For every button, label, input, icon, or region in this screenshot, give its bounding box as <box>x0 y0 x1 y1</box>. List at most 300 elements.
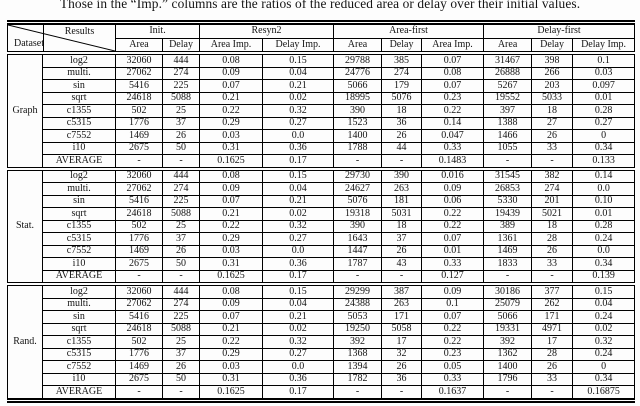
value-cell: 1523 <box>334 117 382 130</box>
benchmark-name: i10 <box>43 373 116 386</box>
value-cell: 5053 <box>334 311 382 324</box>
value-cell: 0.22 <box>422 323 484 336</box>
value-cell: 0.09 <box>200 67 263 80</box>
col-header-resyn2-area-imp: Area Imp. <box>200 38 263 53</box>
value-cell: 0.34 <box>573 258 635 271</box>
value-cell: 5021 <box>532 208 573 221</box>
value-cell: 0.03 <box>200 361 263 374</box>
value-cell: 25 <box>163 105 200 118</box>
value-cell: 0.22 <box>200 220 263 233</box>
table-caption: Those in the “Imp.” columns are the ratios of the reduced area or delay over their initial values. <box>59 0 581 11</box>
value-cell: 0 <box>573 130 635 143</box>
value-cell: 274 <box>532 183 573 196</box>
value-cell: 0.139 <box>573 270 635 284</box>
table-row <box>8 142 635 155</box>
value-cell: 0.02 <box>263 208 334 221</box>
value-cell: 24776 <box>334 67 382 80</box>
value-cell: 0.07 <box>422 80 484 93</box>
value-cell: - <box>382 386 422 401</box>
table-row <box>8 67 635 80</box>
value-cell: 25079 <box>484 298 532 311</box>
value-cell: 24618 <box>116 323 163 336</box>
value-cell: 262 <box>532 298 573 311</box>
value-cell: 19331 <box>484 323 532 336</box>
value-cell: 44 <box>382 142 422 155</box>
table-row <box>8 208 635 221</box>
value-cell: - <box>382 270 422 284</box>
value-cell: 4971 <box>532 323 573 336</box>
col-header-delayfirst-delay: Delay <box>532 38 573 53</box>
value-cell: - <box>334 155 382 169</box>
section-0 <box>8 53 635 169</box>
value-cell: 0.127 <box>422 270 484 284</box>
value-cell: 0.06 <box>422 195 484 208</box>
value-cell: 1362 <box>484 348 532 361</box>
value-cell: 1776 <box>116 233 163 246</box>
value-cell: 0.17 <box>263 386 334 401</box>
value-cell: 0.02 <box>263 323 334 336</box>
value-cell: 32060 <box>116 53 163 67</box>
value-cell: 1447 <box>334 245 382 258</box>
value-cell: 0.21 <box>200 92 263 105</box>
value-cell: 0.17 <box>263 270 334 284</box>
value-cell: 30186 <box>484 284 532 298</box>
value-cell: 444 <box>163 284 200 298</box>
value-cell: 0.03 <box>200 130 263 143</box>
value-cell: 0.24 <box>573 233 635 246</box>
value-cell: 0.31 <box>200 258 263 271</box>
table-row <box>8 373 635 386</box>
value-cell: 29730 <box>334 169 382 183</box>
value-cell: 5031 <box>382 208 422 221</box>
value-cell: 0.1625 <box>200 386 263 401</box>
value-cell: 19552 <box>484 92 532 105</box>
benchmark-name: AVERAGE <box>43 155 116 169</box>
value-cell: 17 <box>532 336 573 349</box>
value-cell: 2675 <box>116 373 163 386</box>
value-cell: 0.21 <box>263 195 334 208</box>
value-cell: 0.10 <box>573 195 635 208</box>
group-header-area-first: Area-first <box>334 23 484 39</box>
value-cell: 502 <box>116 220 163 233</box>
value-cell: 24627 <box>334 183 382 196</box>
value-cell: 444 <box>163 53 200 67</box>
benchmark-name: c5315 <box>43 348 116 361</box>
value-cell: 18 <box>382 105 422 118</box>
value-cell: 0.07 <box>422 311 484 324</box>
table-row <box>8 258 635 271</box>
value-cell: 0.21 <box>200 323 263 336</box>
value-cell: 27062 <box>116 67 163 80</box>
value-cell: 179 <box>382 80 422 93</box>
benchmark-name: c1355 <box>43 220 116 233</box>
value-cell: 33 <box>532 142 573 155</box>
value-cell: 5088 <box>163 92 200 105</box>
value-cell: 0.08 <box>422 67 484 80</box>
col-header-resyn2-delay-imp: Delay Imp. <box>263 38 334 53</box>
value-cell: 1788 <box>334 142 382 155</box>
value-cell: 50 <box>163 373 200 386</box>
value-cell: 397 <box>484 105 532 118</box>
table-row <box>8 155 635 169</box>
value-cell: 0.32 <box>263 105 334 118</box>
value-cell: 0.07 <box>422 233 484 246</box>
value-cell: 0.04 <box>263 298 334 311</box>
value-cell: 0.27 <box>573 117 635 130</box>
value-cell: 0.33 <box>422 373 484 386</box>
value-cell: 0.16875 <box>573 386 635 401</box>
table-row <box>8 245 635 258</box>
value-cell: 0.09 <box>422 284 484 298</box>
col-header-init-area: Area <box>116 38 163 53</box>
value-cell: 5076 <box>334 195 382 208</box>
table-row <box>8 298 635 311</box>
value-cell: 444 <box>163 169 200 183</box>
value-cell: 36 <box>382 373 422 386</box>
benchmark-name: sin <box>43 195 116 208</box>
value-cell: 18 <box>532 220 573 233</box>
value-cell: 1400 <box>484 361 532 374</box>
value-cell: 27 <box>532 117 573 130</box>
value-cell: 24388 <box>334 298 382 311</box>
table-row <box>8 183 635 196</box>
value-cell: 0.14 <box>573 169 635 183</box>
value-cell: 263 <box>382 183 422 196</box>
value-cell: 0.36 <box>263 142 334 155</box>
value-cell: 0.31 <box>200 142 263 155</box>
value-cell: 24618 <box>116 92 163 105</box>
value-cell: 1394 <box>334 361 382 374</box>
value-cell: 0.08 <box>200 169 263 183</box>
value-cell: 0.21 <box>263 80 334 93</box>
value-cell: - <box>334 270 382 284</box>
dataset-group-label: Graph <box>8 53 43 169</box>
value-cell: 266 <box>532 67 573 80</box>
value-cell: 398 <box>532 53 573 67</box>
value-cell: 0.02 <box>573 323 635 336</box>
value-cell: 1055 <box>484 142 532 155</box>
value-cell: 1469 <box>116 361 163 374</box>
section-2 <box>8 284 635 400</box>
value-cell: 274 <box>163 183 200 196</box>
col-header-areafirst-area: Area <box>334 38 382 53</box>
value-cell: - <box>532 155 573 169</box>
value-cell: 1776 <box>116 348 163 361</box>
benchmark-name: sqrt <box>43 208 116 221</box>
value-cell: 0.15 <box>263 53 334 67</box>
value-cell: 0.1637 <box>422 386 484 401</box>
group-header-init: Init. <box>116 23 200 39</box>
value-cell: 0.08 <box>200 53 263 67</box>
value-cell: 0.047 <box>422 130 484 143</box>
value-cell: 5058 <box>382 323 422 336</box>
section-1 <box>8 169 635 285</box>
group-header-resyn2: Resyn2 <box>200 23 334 39</box>
value-cell: 19439 <box>484 208 532 221</box>
value-cell: 33 <box>532 373 573 386</box>
value-cell: 0.15 <box>573 284 635 298</box>
value-cell: 377 <box>532 284 573 298</box>
value-cell: 0.1 <box>422 298 484 311</box>
value-cell: 27062 <box>116 183 163 196</box>
benchmark-name: c7552 <box>43 130 116 143</box>
table-row <box>8 386 635 401</box>
value-cell: 26888 <box>484 67 532 80</box>
value-cell: 171 <box>532 311 573 324</box>
benchmark-name: sin <box>43 311 116 324</box>
value-cell: 0.29 <box>200 117 263 130</box>
value-cell: 26 <box>163 361 200 374</box>
value-cell: 27062 <box>116 298 163 311</box>
benchmark-name: multi. <box>43 183 116 196</box>
table-row <box>8 361 635 374</box>
col-header-areafirst-area-imp: Area Imp. <box>422 38 484 53</box>
col-header-init-delay: Delay <box>163 38 200 53</box>
value-cell: - <box>382 155 422 169</box>
value-cell: 28 <box>532 233 573 246</box>
benchmark-name: c5315 <box>43 117 116 130</box>
value-cell: - <box>163 270 200 284</box>
value-cell: - <box>116 386 163 401</box>
value-cell: 0.29 <box>200 233 263 246</box>
table-row <box>8 92 635 105</box>
value-cell: 24618 <box>116 208 163 221</box>
value-cell: 1776 <box>116 117 163 130</box>
value-cell: - <box>484 270 532 284</box>
value-cell: 0.32 <box>573 336 635 349</box>
benchmark-name: sin <box>43 80 116 93</box>
value-cell: 274 <box>382 67 422 80</box>
value-cell: 382 <box>532 169 573 183</box>
value-cell: 5088 <box>163 208 200 221</box>
value-cell: 5088 <box>163 323 200 336</box>
value-cell: 502 <box>116 105 163 118</box>
value-cell: 1400 <box>334 130 382 143</box>
value-cell: 26 <box>163 130 200 143</box>
value-cell: 0.22 <box>200 105 263 118</box>
value-cell: 2675 <box>116 258 163 271</box>
value-cell: 0.07 <box>422 53 484 67</box>
value-cell: 390 <box>382 169 422 183</box>
benchmark-name: i10 <box>43 142 116 155</box>
benchmark-name: c1355 <box>43 105 116 118</box>
value-cell: 201 <box>532 195 573 208</box>
value-cell: 0.27 <box>263 348 334 361</box>
value-cell: - <box>163 155 200 169</box>
value-cell: 1469 <box>484 245 532 258</box>
value-cell: 5267 <box>484 80 532 93</box>
value-cell: - <box>532 270 573 284</box>
dataset-group-label: Stat. <box>8 169 43 285</box>
value-cell: 203 <box>532 80 573 93</box>
value-cell: 0.0 <box>573 245 635 258</box>
value-cell: 36 <box>382 117 422 130</box>
value-cell: 5066 <box>334 80 382 93</box>
value-cell: 0.09 <box>200 183 263 196</box>
value-cell: 0.29 <box>200 348 263 361</box>
value-cell: 32060 <box>116 169 163 183</box>
value-cell: 0.05 <box>422 361 484 374</box>
table-row <box>8 270 635 284</box>
table-row <box>8 80 635 93</box>
value-cell: 1368 <box>334 348 382 361</box>
value-cell: 0.09 <box>422 183 484 196</box>
value-cell: 32060 <box>116 284 163 298</box>
value-cell: 274 <box>163 298 200 311</box>
value-cell: 0.33 <box>422 258 484 271</box>
table-row <box>8 311 635 324</box>
value-cell: 31467 <box>484 53 532 67</box>
value-cell: 0.1483 <box>422 155 484 169</box>
value-cell: 37 <box>382 233 422 246</box>
value-cell: 0.04 <box>263 67 334 80</box>
value-cell: 0.07 <box>200 80 263 93</box>
value-cell: 0.22 <box>200 336 263 349</box>
value-cell: 0.03 <box>200 245 263 258</box>
table-row <box>8 117 635 130</box>
col-header-delayfirst-area: Area <box>484 38 532 53</box>
value-cell: 502 <box>116 336 163 349</box>
value-cell: 0.097 <box>573 80 635 93</box>
value-cell: 0.01 <box>422 245 484 258</box>
table-row <box>8 195 635 208</box>
col-header-delayfirst-delay-imp: Delay Imp. <box>573 38 635 53</box>
value-cell: 0.17 <box>263 155 334 169</box>
col-header-areafirst-delay: Delay <box>382 38 422 53</box>
value-cell: 0.0 <box>573 183 635 196</box>
value-cell: 1787 <box>334 258 382 271</box>
benchmark-name: c7552 <box>43 361 116 374</box>
value-cell: 0.23 <box>422 92 484 105</box>
value-cell: - <box>532 386 573 401</box>
value-cell: 1833 <box>484 258 532 271</box>
value-cell: 0.0 <box>263 130 334 143</box>
value-cell: 392 <box>484 336 532 349</box>
value-cell: 0.14 <box>422 117 484 130</box>
value-cell: 5330 <box>484 195 532 208</box>
table-row <box>8 53 635 67</box>
value-cell: 0 <box>573 361 635 374</box>
value-cell: 274 <box>163 67 200 80</box>
value-cell: 0.07 <box>200 195 263 208</box>
table-row <box>8 169 635 183</box>
benchmark-name: sqrt <box>43 92 116 105</box>
value-cell: 0.22 <box>422 105 484 118</box>
value-cell: 37 <box>163 348 200 361</box>
value-cell: 0.27 <box>263 233 334 246</box>
value-cell: 26853 <box>484 183 532 196</box>
table-row <box>8 336 635 349</box>
value-cell: 0.0 <box>263 361 334 374</box>
value-cell: 0.32 <box>263 336 334 349</box>
value-cell: 0.27 <box>263 117 334 130</box>
value-cell: 263 <box>382 298 422 311</box>
value-cell: 5416 <box>116 80 163 93</box>
value-cell: 2675 <box>116 142 163 155</box>
value-cell: 0.24 <box>573 311 635 324</box>
value-cell: 0.22 <box>422 220 484 233</box>
value-cell: 17 <box>382 336 422 349</box>
benchmark-name: AVERAGE <box>43 270 116 284</box>
value-cell: 0.1625 <box>200 155 263 169</box>
value-cell: 0.15 <box>263 284 334 298</box>
value-cell: 31545 <box>484 169 532 183</box>
value-cell: 0.28 <box>573 105 635 118</box>
value-cell: 0.03 <box>573 67 635 80</box>
value-cell: 0.1625 <box>200 270 263 284</box>
value-cell: 0.36 <box>263 373 334 386</box>
value-cell: 0.21 <box>263 311 334 324</box>
value-cell: 1796 <box>484 373 532 386</box>
results-table <box>7 20 635 403</box>
value-cell: 225 <box>163 311 200 324</box>
value-cell: 181 <box>382 195 422 208</box>
table-row <box>8 233 635 246</box>
value-cell: 0.31 <box>200 373 263 386</box>
value-cell: 0.0 <box>263 245 334 258</box>
value-cell: 1388 <box>484 117 532 130</box>
value-cell: 1782 <box>334 373 382 386</box>
value-cell: 0.22 <box>422 208 484 221</box>
benchmark-name: AVERAGE <box>43 386 116 401</box>
value-cell: 0.34 <box>573 142 635 155</box>
table-row <box>8 105 635 118</box>
benchmark-name: log2 <box>43 169 116 183</box>
table-row <box>8 323 635 336</box>
value-cell: - <box>484 386 532 401</box>
table-row <box>8 130 635 143</box>
corner-dataset-label: Dataset <box>14 38 44 49</box>
benchmark-name: c5315 <box>43 233 116 246</box>
value-cell: 0.08 <box>200 284 263 298</box>
value-cell: 5066 <box>484 311 532 324</box>
table-row <box>8 284 635 298</box>
benchmark-name: c1355 <box>43 336 116 349</box>
value-cell: 5416 <box>116 195 163 208</box>
value-cell: 0.133 <box>573 155 635 169</box>
value-cell: 19318 <box>334 208 382 221</box>
value-cell: 25 <box>163 336 200 349</box>
value-cell: 1469 <box>116 130 163 143</box>
value-cell: 33 <box>532 258 573 271</box>
dataset-group-label: Rand. <box>8 284 43 400</box>
value-cell: 1361 <box>484 233 532 246</box>
value-cell: - <box>163 386 200 401</box>
value-cell: 28 <box>532 348 573 361</box>
value-cell: 43 <box>382 258 422 271</box>
benchmark-name: multi. <box>43 298 116 311</box>
value-cell: 29788 <box>334 53 382 67</box>
table-row <box>8 348 635 361</box>
value-cell: 392 <box>334 336 382 349</box>
value-cell: 29299 <box>334 284 382 298</box>
corner-results-label: Results <box>64 26 95 37</box>
value-cell: 0.15 <box>263 169 334 183</box>
value-cell: - <box>334 386 382 401</box>
value-cell: 5416 <box>116 311 163 324</box>
value-cell: 32 <box>382 348 422 361</box>
benchmark-name: log2 <box>43 53 116 67</box>
benchmark-name: i10 <box>43 258 116 271</box>
value-cell: - <box>116 155 163 169</box>
value-cell: 390 <box>334 220 382 233</box>
benchmark-name: log2 <box>43 284 116 298</box>
value-cell: 0.016 <box>422 169 484 183</box>
value-cell: 225 <box>163 195 200 208</box>
value-cell: 0.24 <box>573 348 635 361</box>
value-cell: 5033 <box>532 92 573 105</box>
value-cell: 0.21 <box>200 208 263 221</box>
